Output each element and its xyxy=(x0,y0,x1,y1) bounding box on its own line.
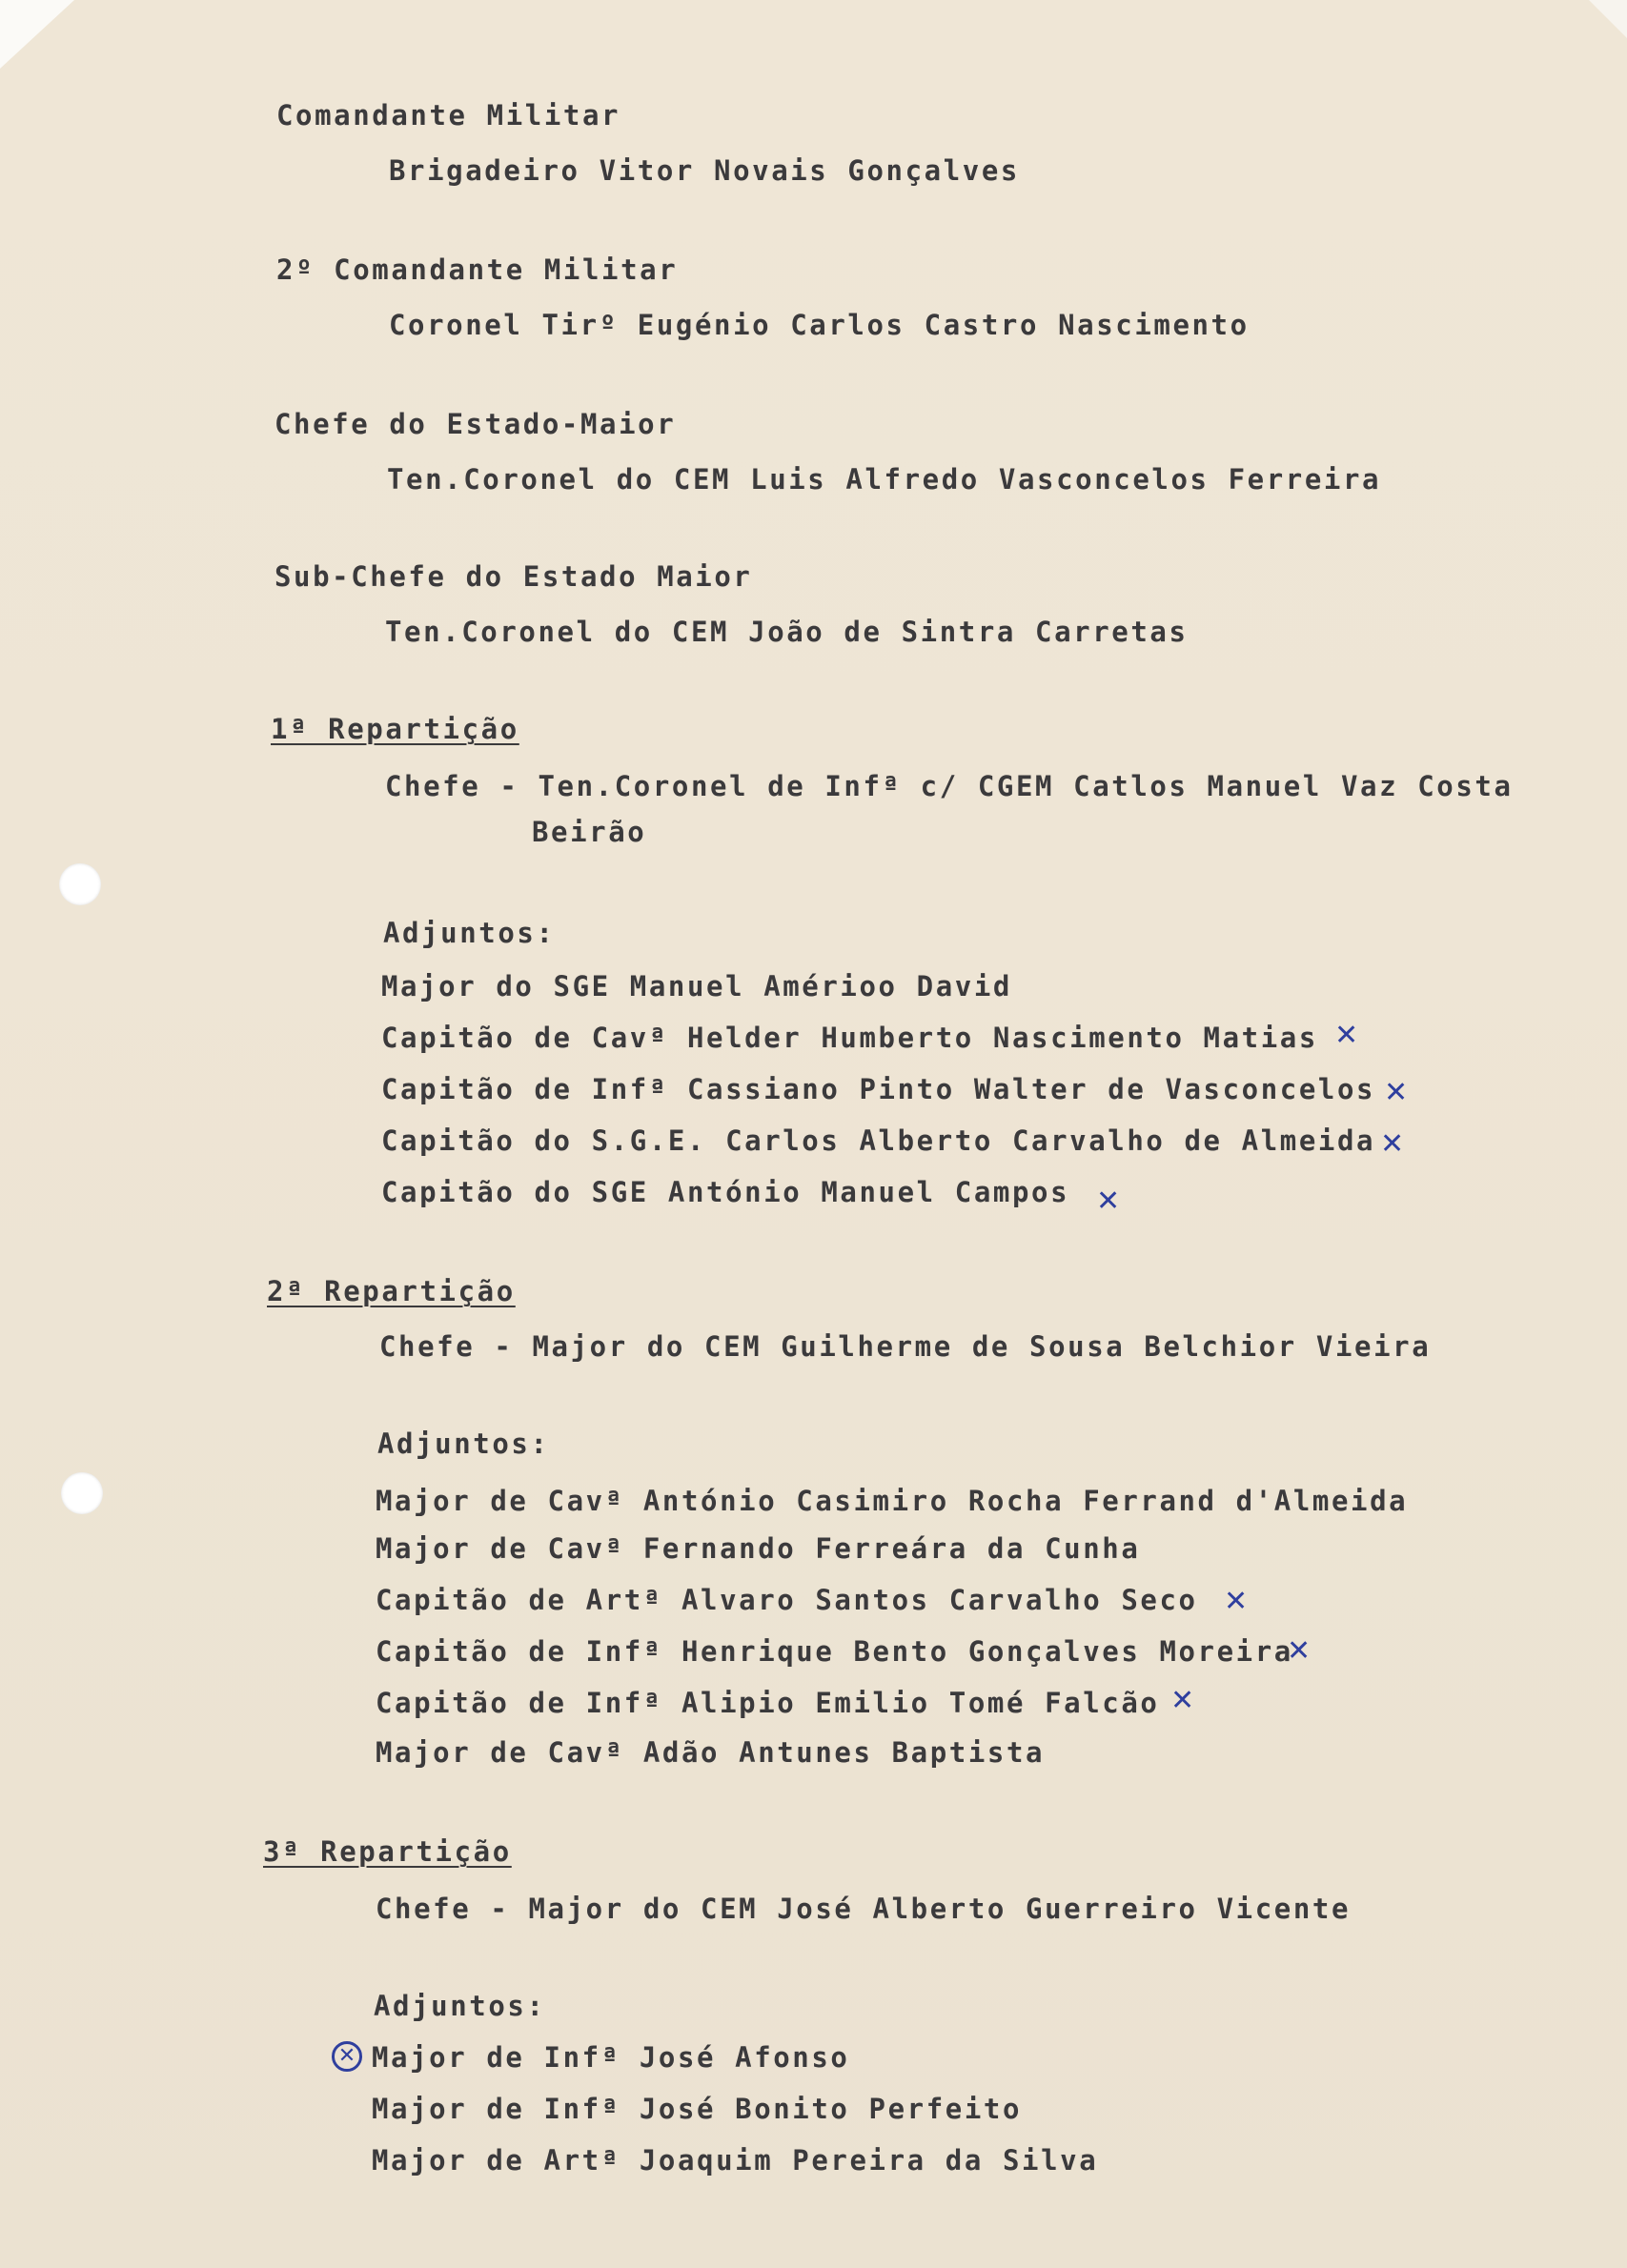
heading-comandante-militar: Comandante Militar xyxy=(276,99,621,132)
adjunto-line: Major do SGE Manuel Amérioo David xyxy=(381,970,1012,1002)
adjunto-line: Capitão de Infª Cassiano Pinto Walter de Vasconcelos xyxy=(381,1073,1376,1105)
adjunto-line: Capitão do SGE António Manuel Campos xyxy=(381,1176,1070,1208)
check-mark: ✕ xyxy=(1170,1684,1195,1717)
heading-sub-chefe: Sub-Chefe do Estado Maior xyxy=(275,560,753,593)
check-mark: ✕ xyxy=(1224,1585,1249,1618)
adjunto-line: Major de Infª José Afonso xyxy=(372,2041,850,2074)
adjuntos-label: Adjuntos: xyxy=(383,917,556,949)
adjuntos-label: Adjuntos: xyxy=(374,1990,546,2022)
heading-2-comandante: 2º Comandante Militar xyxy=(276,253,679,286)
circled-mark: ✕ xyxy=(332,2041,362,2072)
adjunto-line: Major de Artª Joaquim Pereira da Silva xyxy=(372,2144,1099,2177)
adjunto-line: Capitão de Infª Alipio Emilio Tomé Falcão xyxy=(376,1687,1160,1719)
adjunto-line: Major de Cavª Adão Antunes Baptista xyxy=(376,1736,1046,1769)
section-1-reparticao: 1ª Repartição xyxy=(271,713,519,745)
adjunto-line: Capitão de Infª Henrique Bento Gonçalves Moreira xyxy=(376,1635,1293,1668)
section-2-reparticao: 2ª Repartição xyxy=(267,1275,516,1307)
section-3-reparticao: 3ª Repartição xyxy=(263,1835,512,1868)
adjunto-line: Capitão de Artª Alvaro Santos Carvalho Seco xyxy=(376,1584,1198,1616)
heading-chefe-estado-maior: Chefe do Estado-Maior xyxy=(275,408,677,440)
check-mark: ✕ xyxy=(1287,1634,1312,1668)
folded-corner xyxy=(1589,0,1627,38)
check-mark: ✕ xyxy=(1380,1127,1405,1161)
adjunto-line: Major de Infª José Bonito Perfeito xyxy=(372,2093,1023,2125)
punch-hole-bottom xyxy=(61,1472,103,1514)
chefe-line: Chefe - Ten.Coronel de Infª c/ CGEM Catlos Manuel Vaz Costa xyxy=(385,770,1514,802)
adjunto-line: Capitão de Cavª Helder Humberto Nascimento Matias xyxy=(381,1022,1318,1054)
chefe-line-cont: Beirão xyxy=(532,816,647,848)
name-line: Coronel Tirº Eugénio Carlos Castro Nascimento xyxy=(389,309,1250,341)
name-line: Ten.Coronel do CEM Luis Alfredo Vasconcelos Ferreira xyxy=(387,463,1382,496)
punch-hole-top xyxy=(59,863,101,905)
check-mark: ✕ xyxy=(1384,1076,1409,1109)
adjunto-line: Capitão do S.G.E. Carlos Alberto Carvalho de Almeida xyxy=(381,1124,1376,1157)
name-line: Ten.Coronel do CEM João de Sintra Carretas xyxy=(385,616,1189,648)
chefe-line: Chefe - Major do CEM Guilherme de Sousa Belchior Vieira xyxy=(379,1330,1432,1363)
torn-corner xyxy=(0,0,74,69)
adjuntos-label: Adjuntos: xyxy=(377,1428,550,1460)
adjunto-line: Major de Cavª António Casimiro Rocha Ferrand d'Almeida xyxy=(376,1485,1409,1517)
name-line: Brigadeiro Vitor Novais Gonçalves xyxy=(389,154,1020,187)
check-mark: ✕ xyxy=(1096,1185,1121,1218)
chefe-line: Chefe - Major do CEM José Alberto Guerreiro Vicente xyxy=(376,1893,1352,1925)
adjunto-line: Major de Cavª Fernando Ferreára da Cunha xyxy=(376,1532,1141,1565)
check-mark: ✕ xyxy=(1334,1019,1359,1052)
